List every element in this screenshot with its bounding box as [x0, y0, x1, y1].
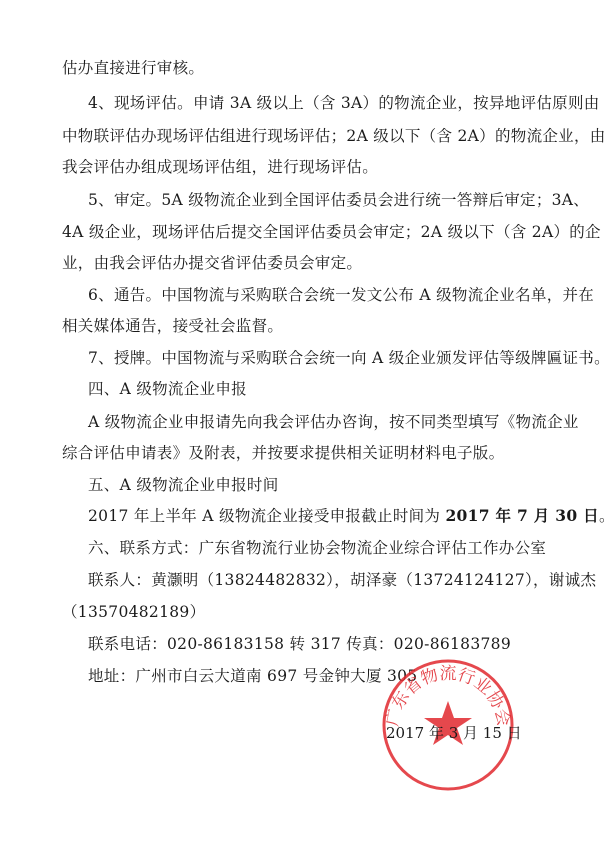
section-4-line-1: A 级物流企业申报请先向我会评估办咨询，按不同类型填写《物流企业	[88, 413, 579, 431]
deadline-suffix: 。	[598, 507, 615, 525]
item-4-line-1: 4、现场评估。申请 3A 级以上（含 3A）的物流企业，按异地评估原则由	[88, 94, 600, 112]
item-7-line-1: 7、授牌。中国物流与采购联合会统一向 A 级企业颁发评估等级牌匾证书。	[88, 349, 610, 367]
item-6-line-2: 相关媒体通告，接受社会监督。	[62, 317, 284, 335]
deadline-line	[88, 506, 615, 526]
item-5-line-1: 5、审定。5A 级物流企业到全国评估委员会进行统一答辩后审定；3A、	[88, 191, 590, 209]
section-4-line-2: 综合评估申请表》及附表，并按要求提供相关证明材料电子版。	[62, 444, 505, 462]
seal-text: 广东省物流行业协会	[382, 664, 514, 729]
address-line: 地址：广州市白云大道南 697 号金钟大厦 305	[88, 667, 418, 685]
item-4-line-2: 中物联评估办现场评估组进行现场评估；2A 级以下（含 2A）的物流企业，由	[62, 127, 606, 145]
item-5-line-3: 业，由我会评估办提交省评估委员会审定。	[62, 254, 363, 272]
section-4-heading: 四、A 级物流企业申报	[88, 380, 247, 398]
paragraph-continuation: 估办直接进行审核。	[62, 59, 205, 77]
contacts-line-1: 联系人：黄灏明（13824482832），胡泽豪（13724124127），谢诚杰	[88, 571, 597, 589]
section-6-heading: 六、联系方式：广东省物流行业协会物流企业综合评估工作办公室	[88, 539, 547, 557]
deadline-date: 2017 年 7 月 30 日	[445, 506, 599, 525]
phone-fax-line: 联系电话：020-86183158 转 317 传真：020-86183789	[88, 635, 511, 653]
deadline-prefix: 2017 年上半年 A 级物流企业接受申报截止时间为	[88, 507, 446, 525]
section-5-heading: 五、A 级物流企业申报时间	[88, 476, 279, 494]
item-5-line-2: 4A 级企业，现场评估后提交全国评估委员会审定；2A 级以下（含 2A）的企	[62, 223, 601, 241]
item-4-line-3: 我会评估办组成现场评估组，进行现场评估。	[62, 158, 379, 176]
contacts-line-2: （13570482189）	[62, 603, 206, 621]
item-6-line-1: 6、通告。中国物流与采购联合会统一发文公布 A 级物流企业名单，并在	[88, 286, 595, 304]
signature-date: 2017 年 3 月 15 日	[386, 724, 522, 742]
